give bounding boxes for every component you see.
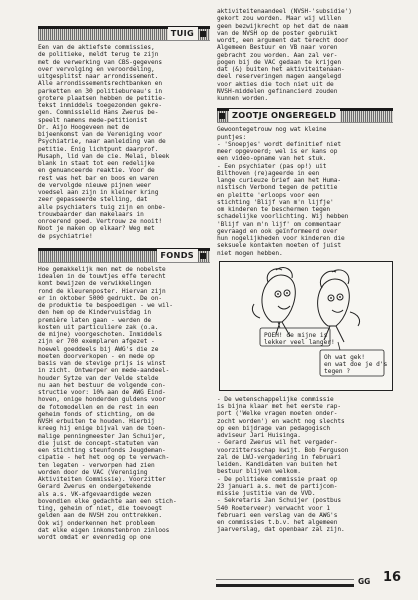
cartoon-caption-left: POEH! de mijne is lekker veel langer! — [264, 331, 335, 347]
cartoon-caption-right: Oh wat gek! en wat doe je d's tegen ? — [324, 353, 388, 376]
footer-rule-thick — [216, 584, 354, 587]
right-column — [217, 8, 393, 534]
section-title-fonds: FONDS — [157, 249, 198, 262]
section-header-tuig — [38, 26, 210, 41]
header-square-icon — [200, 31, 206, 37]
header-square-icon — [200, 253, 206, 259]
article-tuig: Een van de aktiefste commissies, de politieke, meldt terug te zijn met de verwerking van CBS-gegevens over vervolging en veroordeling, uitgesplitst naar arrondissement. Alle arrondissementsrechtbanken en parketten en 30 politiebureau's in grotere plaatsen hebben de petitie- tekst inmiddels toegezonden gekre- gen. Commissielid Hans Zwerus be- speelt namens mede-petitionist Dr. Aijo Hoogeveen met de bijeenkomst van de Vereniging voor Psychiatrie, naar aanleiding van de petitie. Enig lichtpunt daarprof. Musaph, lid van de cie. Melai, bleek blank in staat tot een redelijke en genuanceerde reaktie. Voor de rest was het bar en boos en waren de vervolgde nieuwe pijnen weer voedsel aan zijn in kleiner kring zeer gepasseerde stelling, dat alle psychiaters tuig zijn en onbe- trouwbaarder dan makelaars in onroerend goed. Vertrouw ze nooit! Noot je maken op elkaar? Weg met de psychiatrie! — [38, 44, 170, 240]
section-header-zootje — [217, 108, 393, 123]
page-number: 16 — [383, 570, 402, 585]
section-title-zootje: ZOOTJE ONGEREGELD — [229, 109, 340, 122]
section-title-tuig: TUIG — [168, 27, 198, 40]
article-zootje-continued: - De wetenschappelijke commissie is bijna klaar met het eerste rap- port ('Welke vragen moeten onder- zocht worden') en wacht nog slechts op een bijdrage van pedagogisch adviseur Jari Huisinga. - Gerard Zwerus wil het vergader- voorzittersschap kwijt. Bob Ferguson zal de LWJ-vergadering in februari leiden. Kandidaten van buiten het bestuur blijven welkom. - De politieke commissie praat op 23 januari a.s. met de partijcom- missie justitie van de VVD. - Sekretaris Jan Schuijer (postbus 540 Roeterveer) verwacht voor 1 februari een verslag van de AWG's en commissies t.b.v. het algemeen jaarverslag, dat openbaar zal zijn. — [217, 395, 349, 534]
footer-mark: GG — [358, 577, 371, 586]
section-header-fonds — [38, 248, 210, 263]
left-column — [38, 26, 210, 541]
article-fonds-continued: aktiviteitenaandeel (NVSH-'subsidie') gekort zou worden. Maar wij willen geen bezwijkrecht op het dat de naam van de NVSH op de poster gebruikt wordt, een argument dat terecht door Algemeen Bestuur en VB naar voren gebracht zou worden. Aan zal ver- pogen bij de VAC gedaan te krijgen dat (&) buiten het aktiviteitenaan- deel reserveringen magen aangelegd voor akties die toch niet uit de NVSH-middelen gefinancierd zouden kunnen worden. — [217, 8, 352, 102]
cartoon-illustration — [219, 261, 393, 391]
article-zootje: Gewoontegetrouw nog wat kleine puntjes: - 'Snoepjes' wordt definitief niet meer opgevoerd; wel is er kans op een video-opname van het stuk. - Een psychiater (pas op!) uit Bilthoven (re)ageerde in een lange curieuze brief aan het Huma- nistisch Verbond tegen de petitie en pleitte 'erloops voor een stichting 'Blijf van m'n lijfje' om kinderen te beschermen tegen schadelijke voorlichting. Wij hebben 'Blijf van m'n lijf' om commentaar gevraagd en ook geïnformeerd over hun nogelijkheden voor kinderen die seksuele kontakten moeten of juist niet mogen hebben. — [217, 126, 349, 257]
header-square-icon — [219, 113, 225, 119]
footer-rule-thin — [216, 579, 354, 580]
article-fonds: Hoe gemakkelijk men met de nobelste idealen in de touwtjes effe terecht komt bewijzen de verwikkelingen rond de kleurenposter. Hiervan zijn er in oktober 5000 gedrukt. De on- de produktie te bespoedigen - we wil- den hem op de Kindervuistdag in première laten gaan - werden de kosten uit particuliere zak (o.a. de mijne) voorgeschoten. Inmiddels zijn er 700 exemplaren afgezet - hoewel goeddeels bij AWG's die ze moeten doorverkopen - en mede op basis van de stevige prijs is winst in zicht. Ontwerper en mede-aandeel- houder Sytze van der Velde stelde nu aan het bestuur de volgende con- structie voor: 10% aan de AWG Eind- hoven, onige honderden guldens voor de fotomodellen en de rest in een geheim fonds of stichting, om de NVSH erbuiten te houden. Hierbij kreeg hij enige bijval van de toen- malige penningmeester Jan Schuijer, die juist de concept-statuten van een stichting steunfonds Jeugdeman- cipatie - het het oog op te verwach- ten legaten - verworpen had zien worden door de VAC (Vereniging Aktiviteiten Commissie). Voorzitter Gerard Zwerus en ondergetekende als a.s. VK-afgevaardigde wezen bovendien elke gedachte aan een stich- ting, geheim of niet, die toevoegt gelden aan de NVSH zou onttrekken. Ook wij onderkennen het probleem dat elke eigen inkomstenbron zinloos wordt omdat er evenredig op one — [38, 265, 177, 541]
